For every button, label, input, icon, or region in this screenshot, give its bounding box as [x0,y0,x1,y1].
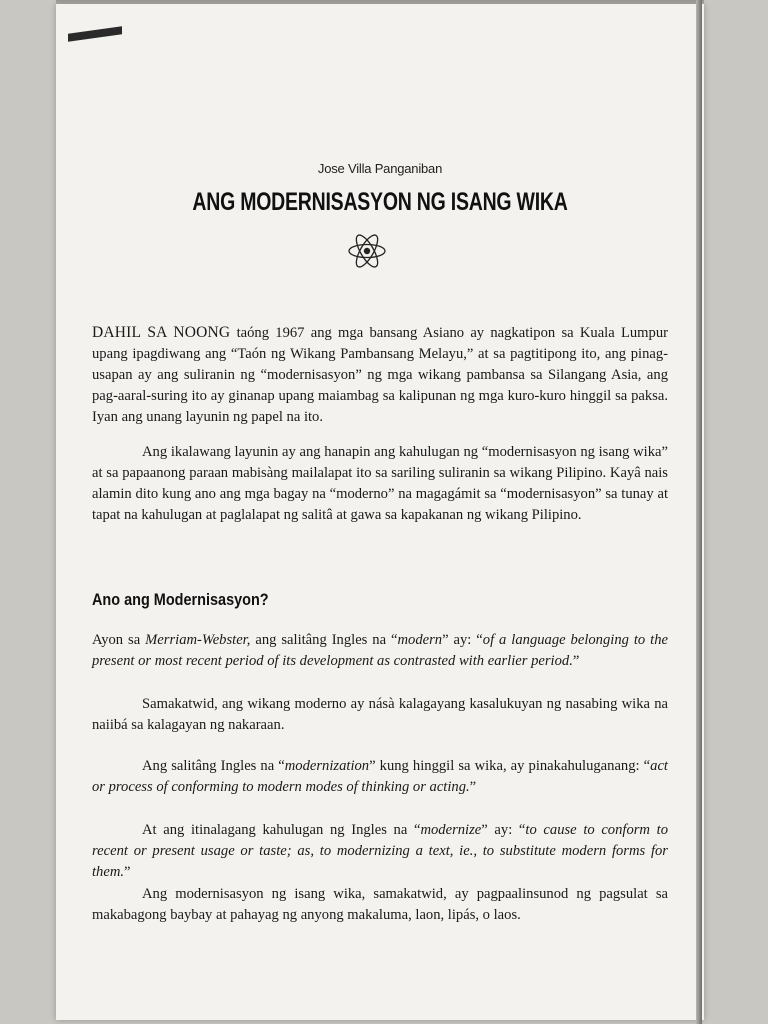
definition-modern: of a language belonging to the present or most recent period of its development as contrasted with earlier period. [92,632,668,669]
paragraph-5-end: ” [469,779,477,795]
paragraph-3-post: ” ay: “ [442,632,483,648]
paragraph-6-pre: At ang itinalagang kahulugan ng Ingles na “ [142,822,421,838]
paragraph-6-mid: ” ay: “ [481,822,526,838]
paragraph-7: Ang modernisasyon ng isang wika, samakatwid, ay pagpaalinsunod ng pagsulat sa makabagong baybay at pahayag ng anyong makaluma, laon, lipás, o laos. [92,886,668,923]
definition-modernization: act or process of conforming to modern modes of thinking or acting. [92,758,668,795]
paragraph-5-pre: Ang salitâng Ingles na “ [142,758,285,774]
paragraph-5-mid: ” kung hinggil sa wika, ay pinakahuluganang: “ [369,758,651,774]
paragraph-6-end: ” [124,864,131,880]
source-name: Merriam-Webster, [145,632,251,648]
document-title: ANG MODERNISASYON NG ISANG WIKA [192,188,568,216]
paragraph-2: Ang ikalawang layunin ay ang hanapin ang kahulugan ng “modernisasyon ng isang wika” at sa papaanong paraan mabisàng mailalapat ito sa sariling suliranin sa wikang Pilipino. Kayâ nais alamin dito kung ano ang mga bagay na “moderno” na magagámit sa “modernisasyon” sa tunay at tapat na kahulugan at paglalapat ng salitâ at gawa sa kapakanan ng wikang Pilipino. [92,444,668,523]
term-modernization: modernization [284,758,370,774]
paragraph-3-mid: ang salitâng Ingles na “ [250,632,398,648]
paragraph-1 [92,322,668,428]
term-modernize: modernize [420,822,482,838]
paragraph-1-lead: DAHIL SA NOONG [92,324,231,341]
paragraph-6 [92,820,668,883]
page-right-edge [696,0,702,1024]
paragraph-5 [92,756,668,798]
atom-ornament-icon [346,230,388,272]
paragraph-3-pre: Ayon sa [92,632,146,648]
author-name: Jose Villa Panganiban [317,161,443,176]
corner-mark [68,26,122,42]
paragraph-3-end: ” [572,653,580,669]
paragraph-1-text: taóng 1967 ang mga bansang Asiano ay nagkatipon sa Kuala Lumpur upang ipagdiwang ang “Taón ng Wikang Pambansang Melayu,” at sa pagtitipong ito, ang pinag-usapan ay ang suliranin ng “modernisasyon” ng mga wikang pambansa sa Silangang Asia, ang pag-aaral-suring ito ay ginanap upang maiambag sa kalipunan ng mga kuro-kuro hinggil sa paksa. Iyan ang unang layunin ng papel na ito. [92,325,668,425]
definition-modernize: to cause to conform to recent or present usage or taste; as, to modernizing a text, ie., to substitute modern forms for them. [92,822,668,880]
document-page [56,4,704,1020]
section-heading: Ano ang Modernisasyon? [92,590,269,609]
paragraph-4: Samakatwid, ang wikang moderno ay násà kalagayang kasalukuyan ng nasabing wika na naiibá sa kalagayan ng nakaraan. [92,696,668,733]
paragraph-3 [92,630,668,672]
term-modern: modern [397,632,443,648]
